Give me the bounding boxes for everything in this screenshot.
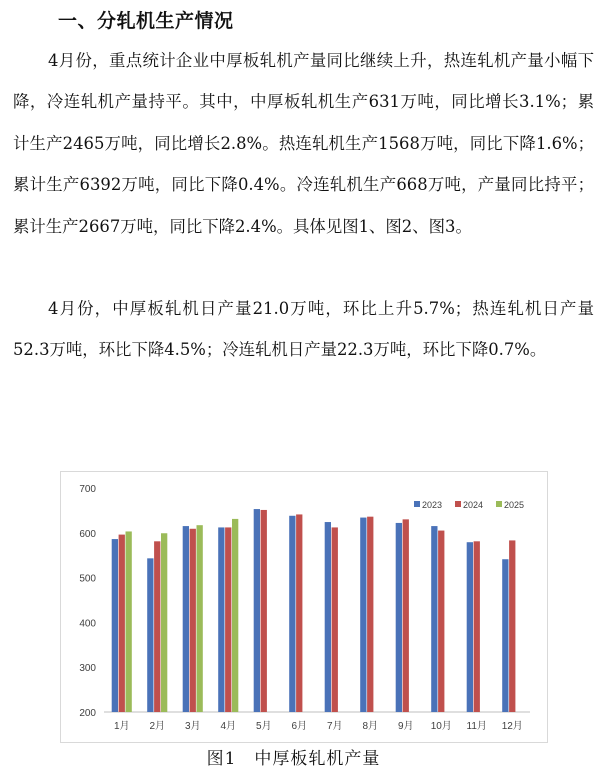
bar-2023 <box>360 518 366 712</box>
bar-2024 <box>190 529 196 712</box>
bar-2023 <box>467 542 473 712</box>
x-tick-label: 3月 <box>184 721 201 732</box>
y-tick-label: 400 <box>79 618 96 630</box>
bar-2024 <box>119 535 125 712</box>
figure-title: 中厚板轧机产量 <box>254 749 381 769</box>
bar-2023 <box>431 526 437 712</box>
x-tick-label: 9月 <box>397 721 414 732</box>
bar-2023 <box>183 526 189 712</box>
figure-caption <box>0 744 605 769</box>
section-heading: 一、分轧机生产情况 <box>58 10 234 32</box>
bar-2023 <box>218 527 224 712</box>
bar-2024 <box>403 519 409 712</box>
x-tick-label: 5月 <box>255 721 272 732</box>
bar-2023 <box>254 509 260 712</box>
legend-swatch-2023 <box>414 501 420 507</box>
legend-swatch-2024 <box>455 501 461 507</box>
bar-2023 <box>396 523 402 712</box>
bar-2023 <box>147 558 153 712</box>
bar-2023 <box>289 516 295 712</box>
bar-2024 <box>438 531 444 712</box>
legend-label-2025: 2025 <box>504 500 525 510</box>
x-tick-label: 12月 <box>501 721 523 732</box>
bar-2025 <box>232 519 238 712</box>
legend-label-2023: 2023 <box>422 500 443 510</box>
bar-2024 <box>225 527 231 712</box>
bar-chart <box>60 471 546 743</box>
bar-2024 <box>474 541 480 712</box>
bar-2023 <box>325 522 331 712</box>
bar-2024 <box>296 514 302 712</box>
bar-2023 <box>112 539 118 712</box>
x-tick-label: 6月 <box>291 721 308 732</box>
bar-2025 <box>161 533 167 712</box>
legend-label-2024: 2024 <box>463 500 484 510</box>
bar-2025 <box>197 525 203 712</box>
bar-2024 <box>367 517 373 712</box>
y-tick-label: 300 <box>79 663 96 675</box>
y-tick-label: 600 <box>79 528 96 540</box>
bar-2024 <box>261 510 267 712</box>
x-tick-label: 8月 <box>362 721 379 732</box>
legend-swatch-2025 <box>496 501 502 507</box>
bar-2025 <box>126 531 132 712</box>
x-tick-label: 1月 <box>113 721 130 732</box>
x-tick-label: 10月 <box>430 721 452 732</box>
figure-number: 图1 <box>206 749 237 769</box>
y-tick-label: 200 <box>79 708 96 719</box>
bar-2023 <box>502 559 508 712</box>
x-tick-label: 4月 <box>220 721 237 732</box>
bar-2024 <box>154 541 160 712</box>
y-tick-label: 500 <box>79 573 96 585</box>
bar-2024 <box>332 527 338 712</box>
x-tick-label: 7月 <box>326 721 343 732</box>
paragraph-production-summary: 4月份，重点统计企业中厚板轧机产量同比继续上升，热连轧机产量小幅下降，冷连轧机产量持平。其中，中厚板轧机生产631万吨，同比增长3.1%；累计生产2465万吨，同比增长2.8%。热连轧机生产1568万吨，同比下降1.6%；累计生产6392万吨，同比下降0.4%。冷连轧机生产668万吨，产量同比持平；累计生产2667万吨，同比下降2.4%。具体见图1、图2、图3。 <box>13 51 594 236</box>
x-tick-label: 11月 <box>466 721 487 732</box>
y-tick-label: 700 <box>79 484 96 495</box>
paragraph-daily-output: 4月份，中厚板轧机日产量21.0万吨，环比上升5.7%；热连轧机日产量52.3万吨，环比下降4.5%；冷连轧机日产量22.3万吨，环比下降0.7%。 <box>13 299 594 360</box>
bar-2024 <box>509 540 515 712</box>
x-tick-label: 2月 <box>149 721 166 732</box>
